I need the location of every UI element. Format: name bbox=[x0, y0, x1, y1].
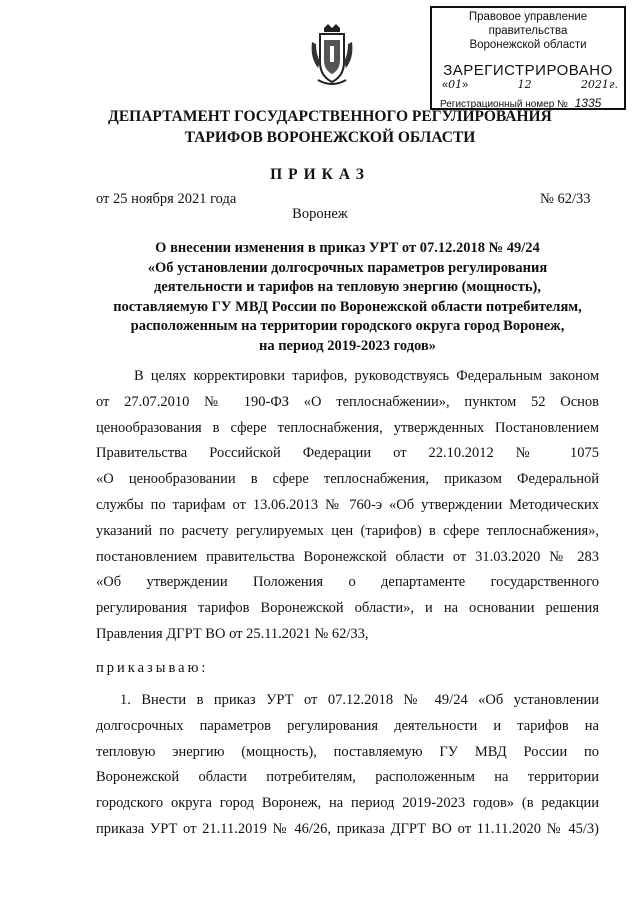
item1-line: Воронежской области потребителям, расположенным на территории bbox=[96, 769, 599, 786]
registration-stamp bbox=[430, 6, 626, 110]
item1-line: долгосрочных параметров регулирования деятельности и тарифов на bbox=[96, 717, 599, 734]
stamp-date-year: 2021г. bbox=[580, 78, 618, 91]
preamble-line: постановлением правительства Воронежской области от 31.03.2020 № 283 bbox=[96, 548, 599, 565]
order-date: от 25 ноября 2021 года bbox=[96, 191, 237, 207]
preamble-line: указаний по расчету регулируемых цен (тарифов) в сфере теплоснабжения», bbox=[96, 522, 599, 539]
coat-of-arms-icon bbox=[308, 22, 356, 88]
stamp-reg-value: 1335 bbox=[574, 96, 602, 110]
preamble-line: В целях корректировки тарифов, руководствуясь Федеральным законом bbox=[134, 368, 599, 384]
command-word: приказываю: bbox=[96, 660, 209, 676]
order-city: Воронеж bbox=[292, 206, 348, 222]
preamble-line: службы по тарифам от 13.06.2013 № 760-э «Об утверждении Методических bbox=[96, 496, 599, 513]
preamble-line: «О ценообразовании в сфере теплоснабжения, приказом Федеральной bbox=[96, 471, 599, 488]
subject-line: на период 2019-2023 годов» bbox=[258, 337, 437, 354]
preamble-line: от 27.07.2010 № 190-ФЗ «О теплоснабжении», пунктом 52 Основ bbox=[96, 393, 599, 410]
item1-paragraph bbox=[96, 688, 599, 843]
subject-line: расположенным на территории городского округа город Воронеж, bbox=[130, 318, 565, 334]
order-number: № 62/33 bbox=[540, 191, 591, 207]
subject-line: деятельности и тарифов на тепловую энергию (мощность), bbox=[154, 279, 541, 295]
item1-line: тепловую энергию (мощность), поставляемую ГУ МВД России по bbox=[96, 743, 599, 760]
item1-line: городского округа город Воронеж, на период 2019-2023 годов» (в редакции bbox=[96, 795, 599, 812]
stamp-authority-line2: Воронежской области bbox=[469, 39, 587, 51]
subject-line: «Об установлении долгосрочных параметров регулирования bbox=[147, 259, 548, 276]
stamp-registered: ЗАРЕГИСТРИРОВАНО bbox=[443, 62, 613, 79]
stamp-date-month: 12 bbox=[517, 78, 532, 91]
header-line1: ДЕПАРТАМЕНТ ГОСУДАРСТВЕННОГО РЕГУЛИРОВАНИЯ bbox=[108, 108, 552, 125]
preamble-line: «Об утверждении Положения о департаменте государственного bbox=[96, 574, 599, 591]
preamble-line: Правления ДГРТ ВО от 25.11.2021 № 62/33, bbox=[96, 625, 369, 642]
order-subject bbox=[96, 239, 599, 356]
stamp-authority-line1: Правовое управление правительства bbox=[468, 11, 588, 37]
stamp-reg-number: Регистрационный номер № 1335 bbox=[440, 96, 602, 110]
subject-line: поставляемую ГУ МВД России по Воронежской области потребителям, bbox=[113, 298, 582, 315]
preamble-line: ценообразования в сфере теплоснабжения, утвержденных Постановлением bbox=[96, 419, 599, 436]
preamble-line: Правительства Российской Федерации от 22.10.2012 № 1075 bbox=[96, 445, 599, 462]
stamp-date-day: 01 bbox=[448, 78, 463, 91]
subject-line: О внесении изменения в приказ УРТ от 07.12.2018 № 49/24 bbox=[155, 240, 540, 256]
order-title: ПРИКАЗ bbox=[270, 166, 370, 183]
header-line2: ТАРИФОВ ВОРОНЕЖСКОЙ ОБЛАСТИ bbox=[184, 129, 476, 146]
department-header bbox=[100, 106, 560, 148]
stamp-reg-label: Регистрационный номер bbox=[440, 99, 555, 110]
item1-line: 1. Внести в приказ УРТ от 07.12.2018 № 49/24 «Об установлении bbox=[120, 692, 599, 708]
preamble-paragraph bbox=[96, 364, 599, 648]
item1-line: приказа УРТ от 21.11.2019 № 46/26, приказа ДГРТ ВО от 11.11.2020 № 45/3) bbox=[96, 820, 599, 837]
preamble-line: регулирования тарифов Воронежской области», и на основании решения bbox=[96, 600, 599, 617]
stamp-date: «01» 12 2021г. bbox=[442, 78, 618, 91]
